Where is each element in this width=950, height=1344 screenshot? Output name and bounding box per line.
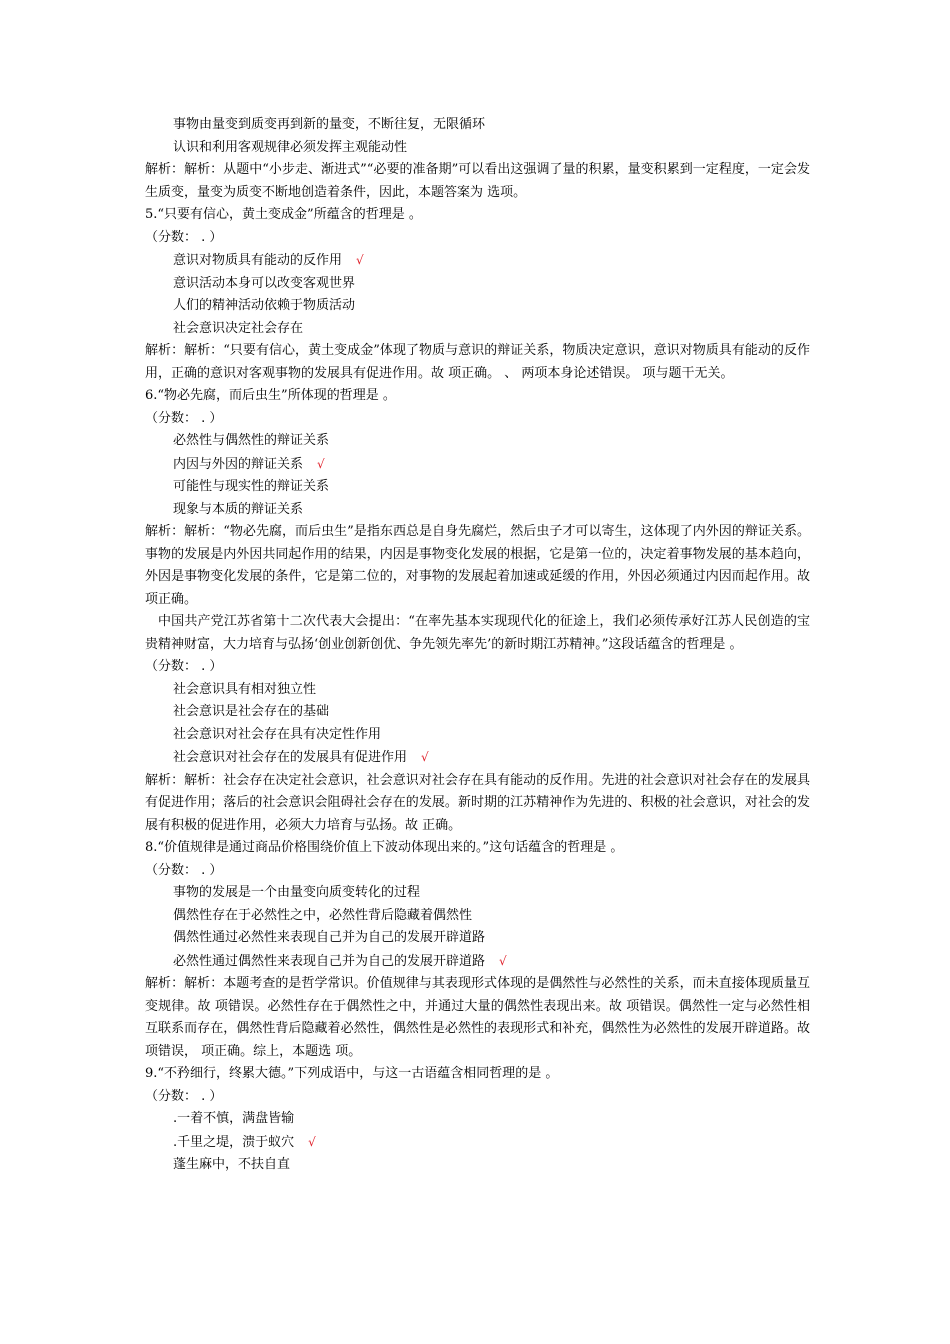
option: 意识对物质具有能动的反作用 √ <box>173 253 364 268</box>
option: 社会意识决定社会存在 <box>173 320 304 336</box>
check-mark-icon: √ <box>308 1134 316 1149</box>
option: 内因与外因的辩证关系 √ <box>173 456 325 472</box>
option: 社会意识对社会存在具有决定性作用 <box>173 726 382 742</box>
option: 必然性与偶然性的辩证关系 <box>173 433 330 448</box>
option: 必然性通过偶然性来表现自己并为自己的发展开辟道路 √ <box>173 953 507 969</box>
option: 偶然性通过必然性来表现自己并为自己的发展开辟道路 <box>173 930 486 945</box>
option: .一着不慎，满盘皆输 <box>173 1111 295 1126</box>
option: 事物由量变到质变再到新的量变，不断往复，无限循环 <box>173 117 486 132</box>
option: 可能性与现实性的辩证关系 <box>173 479 330 494</box>
option: 人们的精神活动依赖于物质活动 <box>173 298 356 313</box>
explanation: 解析：解析：“物必先腐，而后虫生”是指东西总是自身先腐烂，然后虫子才可以寄生，这体现了内外因的辩证关系。事物的发展是内外因共同起作用的结果，内因是事物变化发展的根据，它是第一位的，决定着事物发展的基本趋向，外因是事物变化发展的条件，它是第二位的，对事物的发展起着加速或延缓的作用，外因必须通过内因而起作用。故 项正确。 <box>145 524 810 607</box>
check-mark-icon: √ <box>499 953 507 968</box>
check-mark-icon: √ <box>421 750 429 764</box>
option: 事物的发展是一个由量变向质变转化的过程 <box>173 885 421 900</box>
score-line: （分数： . ） <box>145 862 223 878</box>
explanation: 解析：解析：社会存在决定社会意识，社会意识对社会存在具有能动的反作用。先进的社会意识对社会存在的发展具有促进作用；落后的社会意识会阻碍社会存在的发展。新时期的江苏精神作为先进的、积极的社会意识，对社会的发展有积极的促进作用，必须大力培育与弘扬。故 正确。 <box>145 772 810 833</box>
option: 社会意识对社会存在的发展具有促进作用 √ <box>173 750 429 765</box>
question-stem: 6.“物必先腐，而后虫生”所体现的哲理是 。 <box>145 388 396 403</box>
question-stem: 中国共产党江苏省第十二次代表大会提出：“在率先基本实现现代化的征途上，我们必须传承好江苏人民创造的宝贵精神财富，大力培育与弘扬‘创业创新创优、争先领先率先’的新时期江苏精神。”这段话蕴含的哲理是 。 <box>145 614 810 652</box>
question-stem: 9.“不矜细行，终累大德。”下列成语中，与这一古语蕴含相同哲理的是 。 <box>145 1066 559 1081</box>
option: 社会意识具有相对独立性 <box>173 681 317 697</box>
option: 现象与本质的辩证关系 <box>173 501 304 517</box>
option: 意识活动本身可以改变客观世界 <box>173 275 356 291</box>
explanation: 解析：解析：从题中“小步走、渐进式”“必要的准备期”可以看出这强调了量的积累，量变积累到一定程度，一定会发生质变，量变为质变不断地创造着条件，因此，本题答案为 选项。 <box>145 162 810 200</box>
option: 蓬生麻中，不扶自直 <box>173 1157 291 1172</box>
check-mark-icon: √ <box>356 253 364 267</box>
score-line: （分数： . ） <box>145 410 223 426</box>
document-body <box>145 114 810 1177</box>
check-mark-icon: √ <box>317 456 325 471</box>
score-line: （分数： . ） <box>145 1088 223 1104</box>
question-stem: 5.“只要有信心，黄土变成金”所蕴含的哲理是 。 <box>145 207 422 222</box>
option: 社会意识是社会存在的基础 <box>173 704 330 719</box>
score-line: （分数： . ） <box>145 229 223 245</box>
explanation: 解析：解析：本题考查的是哲学常识。价值规律与其表现形式体现的是偶然性与必然性的关系，而未直接体现质量互变规律。故 项错误。必然性存在于偶然性之中，并通过大量的偶然性表现出来。故 项错误。偶然性一定与必然性相互联系而存在，偶然性背后隐藏着必然性，偶然性是必然性的表现形式和补充，偶然性为必然性的发展开辟道路。故 项错误， 项正确。综上，本题选 项。 <box>145 976 810 1059</box>
option: 偶然性存在于必然性之中，必然性背后隐藏着偶然性 <box>173 907 473 923</box>
explanation: 解析：解析：“只要有信心，黄土变成金”体现了物质与意识的辩证关系，物质决定意识，意识对物质具有能动的反作用，正确的意识对客观事物的发展具有促进作用。故 项正确。 、 两项本身论述错误。 项与题干无关。 <box>145 343 810 381</box>
score-line: （分数： . ） <box>145 659 223 674</box>
question-stem: 8.“价值规律是通过商品价格围绕价值上下波动体现出来的。”这句话蕴含的哲理是 。 <box>145 840 624 855</box>
option: 认识和利用客观规律必须发挥主观能动性 <box>173 139 408 155</box>
option: .千里之堤，溃于蚁穴 √ <box>173 1134 316 1150</box>
